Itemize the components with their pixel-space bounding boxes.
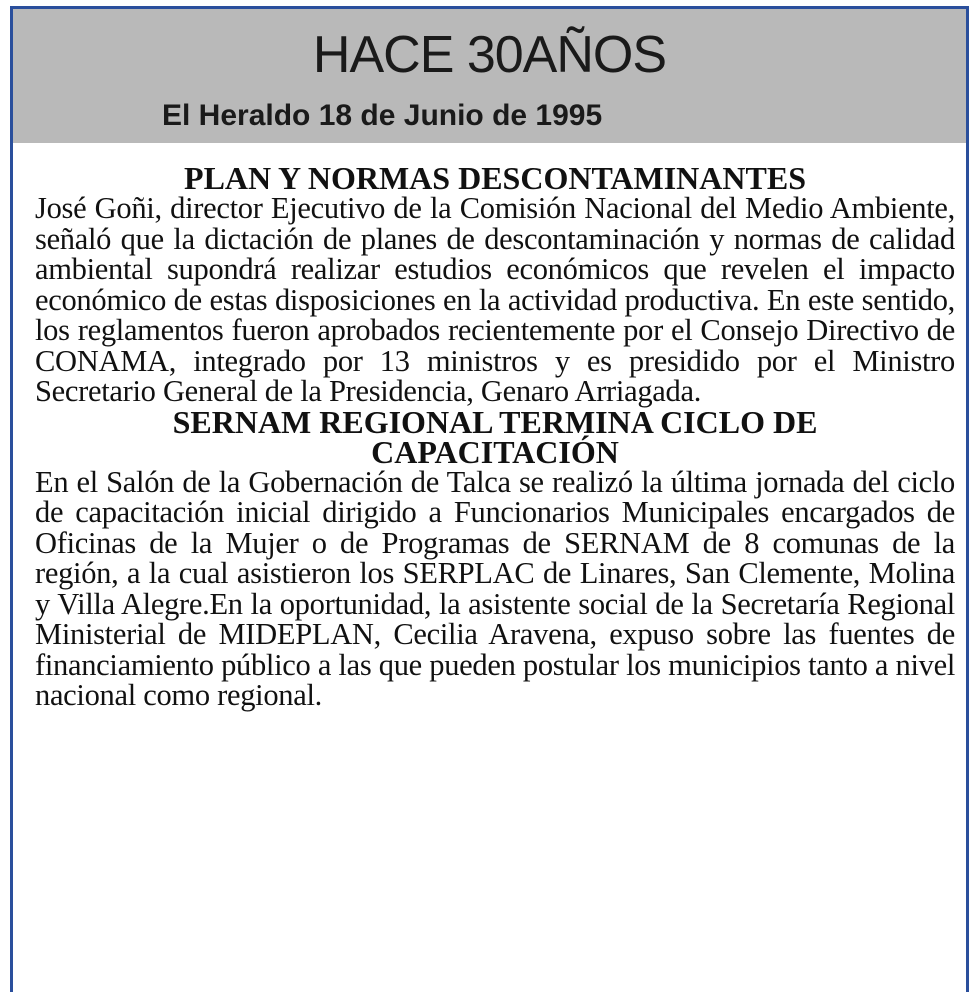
article-plan-normas bbox=[35, 160, 955, 408]
article-headline: SERNAM REGIONAL TERMINA CICLO DE CAPACITACIÓN bbox=[172, 403, 818, 470]
header-band bbox=[13, 9, 966, 143]
articles-column bbox=[35, 160, 955, 712]
article-body: En el Salón de la Gobernación de Talca se realizó la última jornada del ciclo de capacitación inicial dirigido a Funcionarios Municipales encargados de Oficinas de la Mujer o de Programas de SERNAM de 8 comunas de la región, a la cual asistieron los SERPLAC de Linares, San Clemente, Molina y Villa Alegre.En la oportunidad, la asistente social de la Secretaría Regional Ministerial de MIDEPLAN, Cecilia Aravena, expuso sobre las fuentes de financiamiento público a las que pueden postular los municipios tanto a nivel nacional como regional. bbox=[35, 464, 955, 712]
dateline: El Heraldo 18 de Junio de 1995 bbox=[162, 99, 603, 132]
article-sernam bbox=[35, 403, 955, 712]
article-frame bbox=[10, 6, 969, 992]
masthead-title: HACE 30AÑOS bbox=[312, 26, 667, 84]
article-headline: PLAN Y NORMAS DESCONTAMINANTES bbox=[184, 160, 806, 196]
article-body: José Goñi, director Ejecutivo de la Comisión Nacional del Medio Ambiente, señaló que la dictación de planes de descontaminación y normas de calidad ambiental supondrá realizar estudios económicos que revelen el impacto económico de estas disposiciones en la actividad productiva. En este sentido, los reglamentos fueron aprobados recientemente por el Consejo Directivo de CONAMA, integrado por 13 ministros y es presidido por el Ministro Secretario General de la Presidencia, Genaro Arriagada. bbox=[35, 191, 955, 408]
